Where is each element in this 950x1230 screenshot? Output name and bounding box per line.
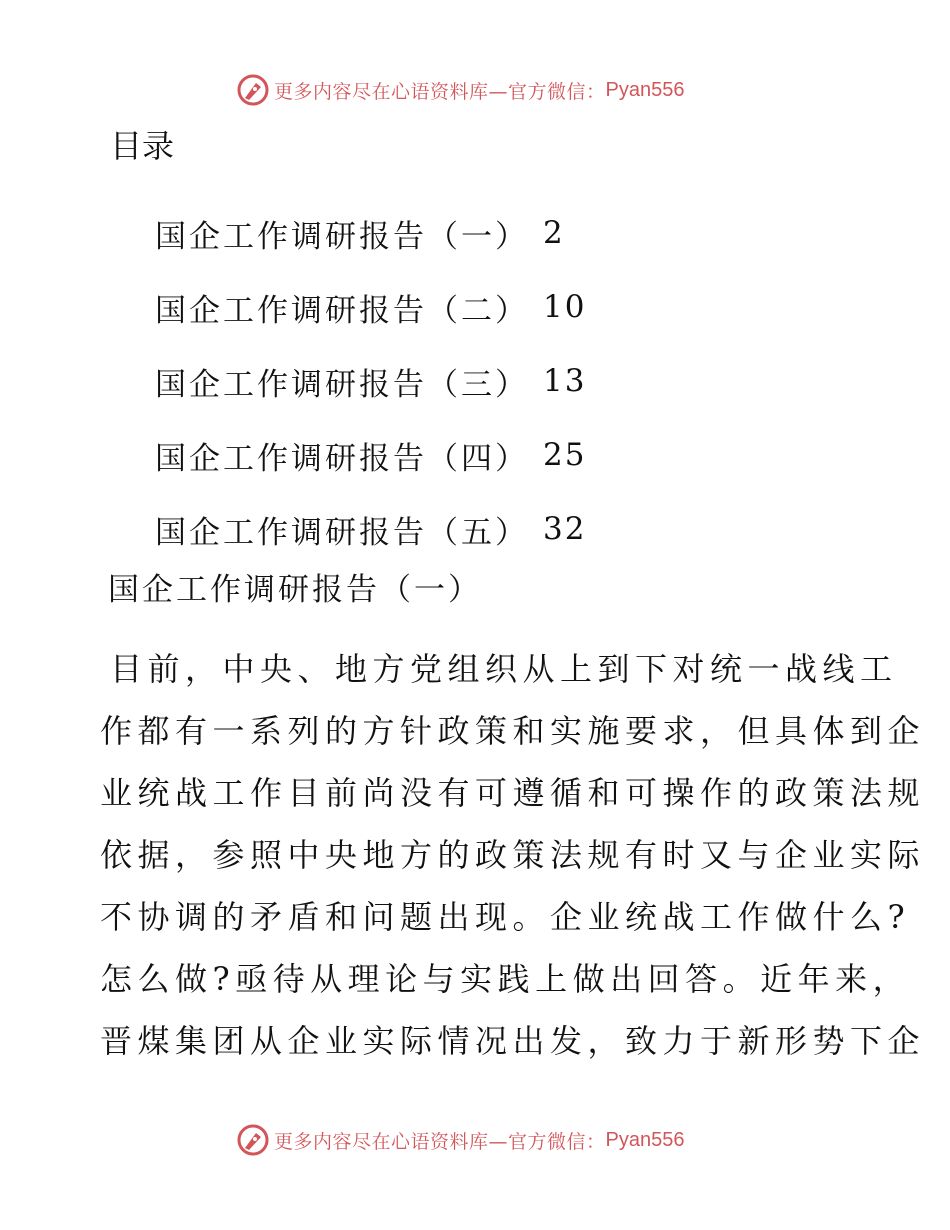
toc-item-page: 32 xyxy=(543,511,587,547)
toc-item[interactable] xyxy=(155,270,586,344)
watermark-handle: Pyan556 xyxy=(605,1128,685,1151)
toc-item-label: 国企工作调研报告（五） xyxy=(155,514,529,551)
body-line: 作都有一系列的方针政策和实施要求，但具体到企 xyxy=(100,712,926,750)
toc-item-page: 25 xyxy=(543,437,587,473)
toc-item[interactable] xyxy=(155,418,586,492)
body-line: 业统战工作目前尚没有可遵循和可操作的政策法规 xyxy=(100,774,926,812)
toc-item[interactable] xyxy=(155,492,586,566)
footer-watermark xyxy=(236,1122,684,1158)
toc-item-label: 国企工作调研报告（一） xyxy=(155,218,529,255)
toc-item[interactable] xyxy=(155,344,586,418)
header-watermark xyxy=(236,72,684,108)
body-line: 不协调的矛盾和问题出现。企业统战工作做什么? xyxy=(100,898,911,936)
pen-nib-logo-icon xyxy=(236,1123,270,1157)
body-line: 怎么做?亟待从理论与实践上做出回答。近年来， xyxy=(100,960,911,998)
body-paragraph xyxy=(100,638,926,1072)
watermark-text: 更多内容尽在心语资料库—官方微信： xyxy=(274,80,606,103)
toc-item-label: 国企工作调研报告（四） xyxy=(155,440,529,477)
watermark-handle: Pyan556 xyxy=(605,78,685,101)
toc-item[interactable] xyxy=(155,196,586,270)
toc-item-page: 2 xyxy=(543,215,565,251)
body-line: 晋煤集团从企业实际情况出发，致力于新形势下企 xyxy=(100,1022,926,1060)
pen-nib-logo-icon xyxy=(236,73,270,107)
toc-item-page: 13 xyxy=(543,363,587,399)
toc-item-label: 国企工作调研报告（二） xyxy=(155,292,529,329)
toc-item-label: 国企工作调研报告（三） xyxy=(155,366,529,403)
body-line: 依据，参照中央地方的政策法规有时又与企业实际 xyxy=(100,836,926,874)
toc-title: 目录 xyxy=(110,127,175,165)
toc-list xyxy=(155,196,586,566)
section-heading: 国企工作调研报告（一） xyxy=(108,572,482,608)
body-line: 目前，中央、地方党组织从上到下对统一战线工 xyxy=(110,650,898,688)
watermark-text: 更多内容尽在心语资料库—官方微信： xyxy=(274,1130,606,1153)
toc-item-page: 10 xyxy=(543,289,587,325)
